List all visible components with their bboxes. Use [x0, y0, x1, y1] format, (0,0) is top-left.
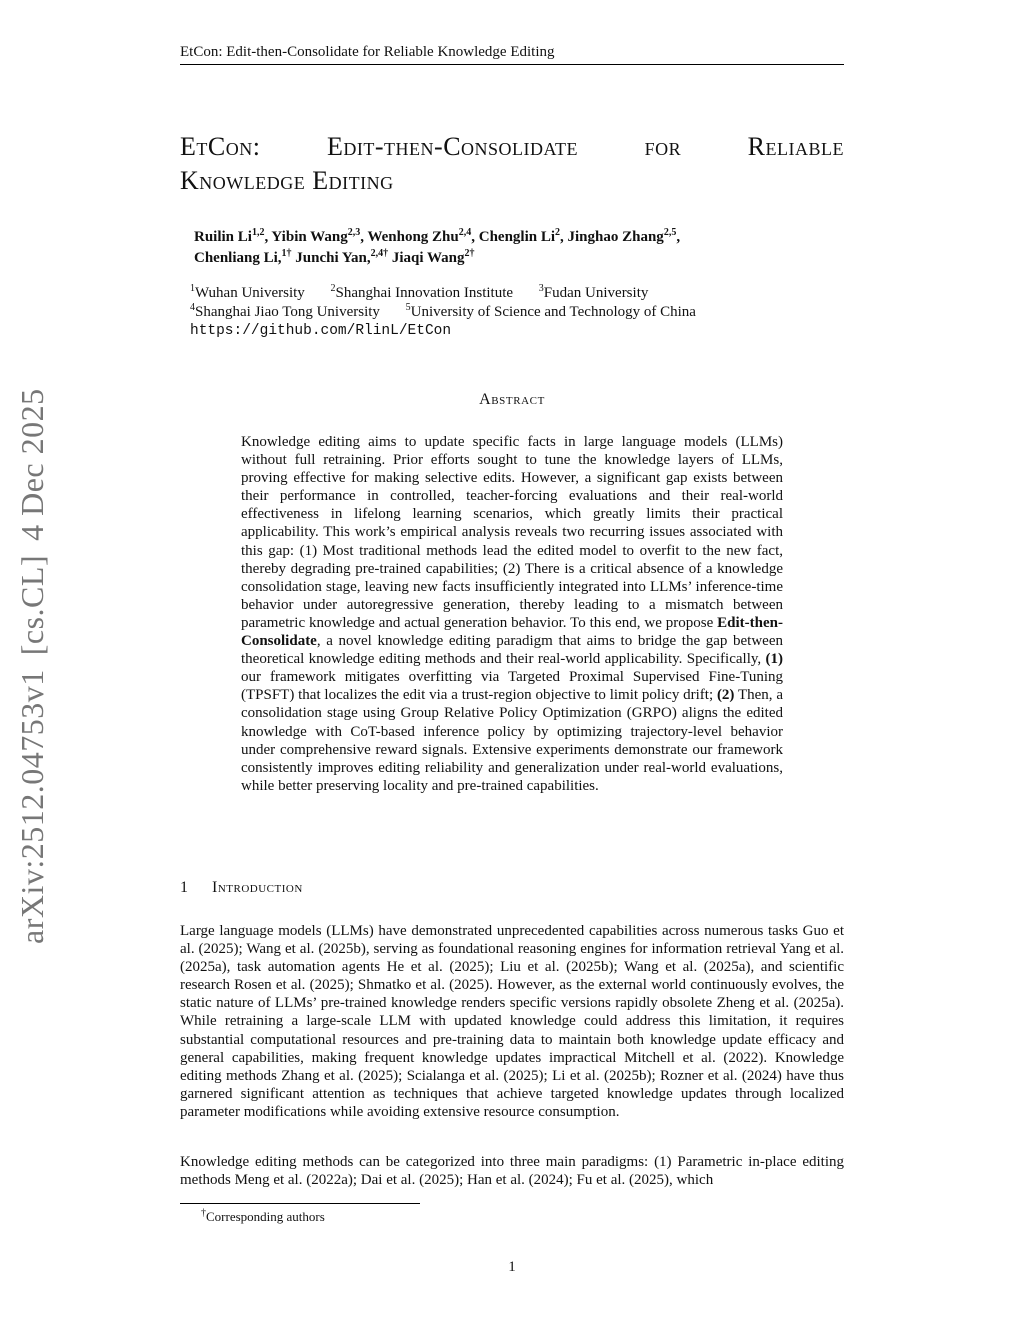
- footnote: [201, 1209, 325, 1225]
- affiliation-row: [190, 284, 850, 303]
- abstract-text: Then, a consolidation stage using Group Relative Policy Optimization (GRPO) aligns the edited knowledge with CoT-based inference policy by optimizing trajectory-level behavior under comprehensive reward signals. Extensive experiments demonstrate our framework consistently improves editing reliability and generalization under real-world evaluations, while better preserving locality and pre-trained capabilities.: [241, 687, 783, 794]
- arxiv-id: arXiv:2512.04753v1: [14, 669, 50, 944]
- title-word: for: [644, 132, 682, 161]
- affiliation-number: 2: [330, 283, 336, 294]
- author-name: Chenglin Li: [478, 229, 556, 245]
- author-affil-mark: 1†: [281, 248, 292, 259]
- affiliation-name: Wuhan University: [195, 285, 305, 301]
- author-affil-mark: 2,3: [347, 227, 361, 238]
- title-line-1: [180, 130, 844, 164]
- author-affil-mark: 2,4†: [370, 248, 389, 259]
- footnote-mark: †: [201, 1207, 206, 1219]
- running-head: EtCon: Edit-then-Consolidate for Reliable Knowledge Editing: [180, 44, 844, 65]
- abstract-text: our framework mitigates overfitting via Targeted Proximal Supervised Fine-Tuning (TPSFT) that localizes the edit via a trust-region objective to limit policy drift;: [241, 669, 783, 704]
- page-number: 1: [508, 1259, 516, 1275]
- paper-title: [180, 130, 844, 198]
- abstract-text: , a novel knowledge editing paradigm that aims to bridge the gap between theoretical knowledge editing methods and their real-world applicability. Specifically,: [241, 633, 783, 668]
- author-name: Jinghao Zhang: [567, 229, 664, 245]
- title-word: EtCon:: [180, 132, 261, 161]
- section-number: 1: [180, 879, 189, 896]
- section-title: Introduction: [212, 879, 303, 896]
- footnote-divider: [180, 1203, 420, 1204]
- abstract-emphasis: (1): [765, 651, 783, 668]
- arxiv-side-stamp: [14, 388, 51, 944]
- author-affil-mark: 1,2: [251, 227, 265, 238]
- author-separator: ,: [471, 229, 479, 245]
- author-separator: ,: [264, 229, 272, 245]
- abstract-body: [241, 433, 783, 795]
- author-affil-mark: 2,5: [663, 227, 677, 238]
- intro-paragraph: Knowledge editing methods can be categorized into three main paradigms: (1) Parametric in-place editing methods Meng et al. (2022a); Dai et al. (2025); Han et al. (2024); Fu et al. (2025), which: [180, 1154, 844, 1189]
- intro-paragraph: Large language models (LLMs) have demonstrated unprecedented capabilities across numerous tasks Guo et al. (2025); Wang et al. (2025b), serving as foundational reasoning engines for information retrieval Yang et al. (2025a), task automation agents He et al. (2025); Liu et al. (2025b); Wang et al. (2025a), and scientific research Rosen et al. (2025); Shmatko et al. (2025). However, as the external world continuously evolves, the static nature of LLMs’ pre-trained knowledge renders specific versions rapidly obsolete Zheng et al. (2025a). While retraining a large-scale LLM with updated knowledge could address this limitation, it requires substantial computational resources and pre-training data to maintain both knowledge update efficacy and general capabilities, making frequent knowledge updates impractical Mitchell et al. (2022). Knowledge editing methods Zhang et al. (2025); Scialanga et al. (2025); Li et al. (2025b); Rozner et al. (2024) have thus garnered significant attention as techniques that achieve targeted knowledge updates through localized parameter modifications while avoiding extensive resource consumption.: [180, 923, 844, 1120]
- author-separator: ,: [560, 229, 568, 245]
- abstract-emphasis: (2): [716, 687, 735, 704]
- author-name: Wenhong Zhu: [367, 229, 459, 245]
- arxiv-date: 4 Dec 2025: [14, 388, 50, 541]
- author-affil-mark: 2,4: [458, 227, 472, 238]
- affiliation-name: Shanghai Jiao Tong University: [195, 304, 380, 320]
- author-name: Junchi Yan,: [295, 250, 371, 266]
- affiliation-name: Shanghai Innovation Institute: [335, 285, 514, 301]
- abstract-heading: Abstract: [479, 391, 545, 408]
- affiliation-name: University of Science and Technology of China: [410, 304, 696, 320]
- author-list: [194, 227, 844, 269]
- project-url-link[interactable]: https://github.com/RlinL/EtCon: [190, 323, 452, 339]
- author-name: Jiaqi Wang: [391, 250, 465, 266]
- section-heading-introduction: [180, 879, 303, 897]
- author-affil-mark: 2: [555, 227, 561, 238]
- abstract-emphasis: Edit-then-Consolidate: [241, 614, 783, 650]
- affiliation-name: Fudan University: [543, 285, 649, 301]
- author-separator: ,: [676, 229, 681, 245]
- affiliation-number: 1: [190, 283, 195, 294]
- author-name: Chenliang Li,: [194, 250, 282, 266]
- author-affil-mark: 2†: [464, 248, 475, 259]
- affiliations: [190, 284, 850, 341]
- title-line-2: Knowledge Editing: [180, 166, 394, 195]
- affiliation-number: 4: [190, 302, 195, 313]
- title-word: Reliable: [747, 132, 844, 161]
- abstract-text: Knowledge editing aims to update specific facts in large language models (LLMs) without full retraining. Prior efforts sought to tune the knowledge layers of LLMs, proving effective for making selective edits. However, a significant gap exists between their performance in controlled, teacher-forcing evaluations and their real-world effectiveness in lifelong learning scenarios, which greatly limits their practical applicability. This work’s empirical analysis reveals two recurring issues associated with this gap: (1) Most traditional methods lead the edited model to overfit to the new fact, thereby degrading pre-trained capabilities; (2) There is a critical absence of a knowledge consolidation stage, leaving new facts insufficiently integrated into LLMs’ inference-time behavior under autoregressive generation, thereby leading to a mismatch between parametric knowledge and actual generation behavior. To this end, we propose: [241, 434, 783, 631]
- affiliation-number: 3: [538, 283, 544, 294]
- author-name: Ruilin Li: [194, 229, 252, 245]
- footnote-text: Corresponding authors: [206, 1209, 325, 1224]
- affiliation-row: [190, 303, 850, 322]
- affiliation-number: 5: [405, 302, 411, 313]
- author-name: Yibin Wang: [271, 229, 348, 245]
- title-word: Edit-then-Consolidate: [327, 132, 579, 161]
- arxiv-category: [cs.CL]: [14, 554, 50, 656]
- author-separator: ,: [360, 229, 368, 245]
